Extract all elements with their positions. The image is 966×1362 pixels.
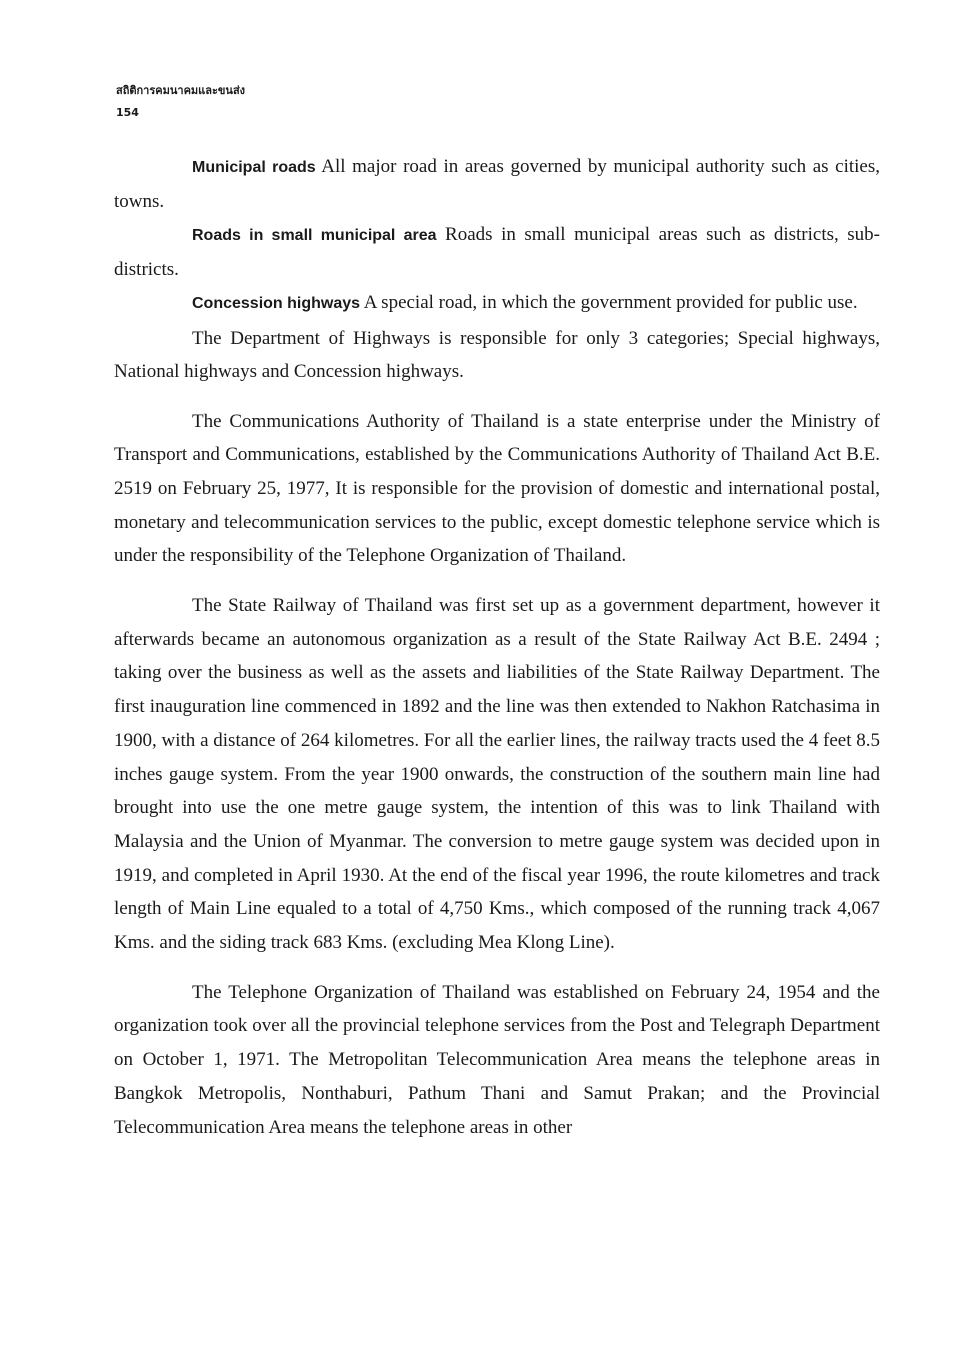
definition-text: Roads in small municipal areas such as districts, sub-districts.	[114, 224, 881, 280]
definition-small-municipal-roads	[114, 218, 880, 286]
page-header	[116, 80, 245, 124]
paragraph-communications-authority: The Communications Authority of Thailand is a state enterprise under the Ministry of Transport and Communications, established by the Communications Authority of Thailand Act B.E. 2519 on February 25, 1977, It is responsible for the provision of domestic and international postal, monetary and telecommunication services to the public, except domestic telephone service which is under the responsibility of the Telephone Organization of Thailand.	[114, 410, 880, 567]
definition-term: Roads in small municipal area	[192, 227, 437, 244]
paragraph-state-railway: The State Railway of Thailand was first set up as a government department, however it afterwards became an autonomous organization as a result of the State Railway Act B.E. 2494 ; taking over the business as well as the assets and liabilities of the State Railway Department. The first inauguration line commenced in 1892 and the line was then extended to Nakhon Ratchasima in 1900, with a distance of 264 kilometres. For all the earlier lines, the railway tracts used the 4 feet 8.5 inches gauge system. From the year 1900 onwards, the construction of the southern main line had brought into use the one metre gauge system, the intention of this was to link Thailand with Malaysia and the Union of Myanmar. The conversion to metre gauge system was decided upon in 1919, and completed in April 1930. At the end of the fiscal year 1996, the route kilometres and track length of Main Line equaled to a total of 4,750 Kms., which composed of the running track 4,067 Kms. and the siding track 683 Kms. (excluding Mea Klong Line).	[114, 595, 880, 954]
header-title: สถิติการคมนาคมและขนส่ง	[116, 84, 246, 97]
highways-department-note: The Department of Highways is responsible for only 3 categories; Special highways, National highways and Concession highways.	[114, 327, 880, 382]
definition-text: All major road in areas governed by municipal authority such as cities, towns.	[114, 156, 880, 212]
paragraph-telephone-organization: The Telephone Organization of Thailand was established on February 24, 1954 and the organization took over all the provincial telephone services from the Post and Telegraph Department on October 1, 1971. The Metropolitan Telecommunication Area means the telephone areas in Bangkok Metropolis, Nonthaburi, Pathum Thani and Samut Prakan; and the Provincial Telecommunication Area means the telephone areas in other	[114, 981, 880, 1138]
definition-municipal-roads	[114, 150, 880, 218]
definition-term: Municipal roads	[192, 159, 316, 176]
page-number: 154	[116, 106, 139, 119]
definition-term: Concession highways	[192, 295, 361, 312]
page-body	[114, 150, 880, 1144]
road-definitions	[114, 150, 880, 389]
definition-text: A special road, in which the government provided for public use.	[360, 292, 858, 313]
definition-concession-highways	[114, 286, 880, 321]
